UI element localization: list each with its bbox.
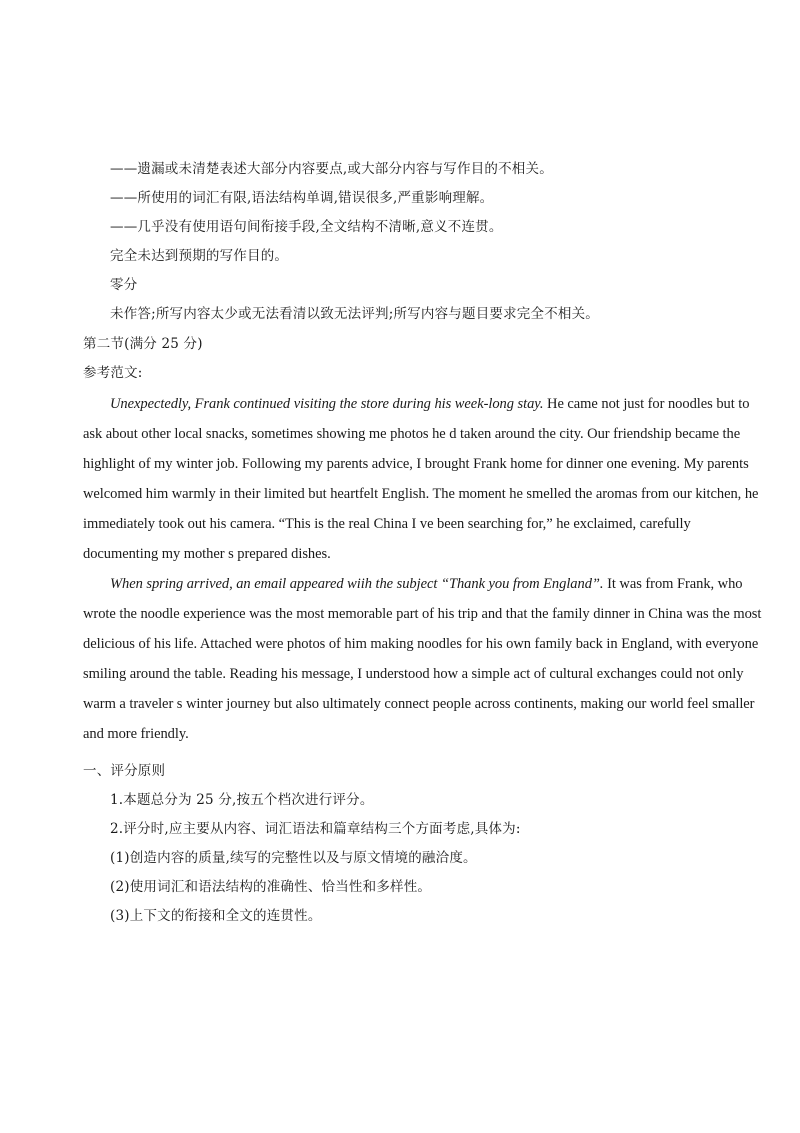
essay-p1-line-1-rest: He came not just for noodles but to	[543, 396, 750, 412]
zero-score-title: 零分	[110, 277, 138, 293]
criteria-point-2: ——所使用的词汇有限,语法结构单调,错误很多,严重影响理解。	[110, 190, 494, 206]
section-2-title: 第二节(满分 25 分)	[83, 336, 203, 352]
essay-p1-opening-sentence: Unexpectedly, Frank continued visiting the store during his week-long stay.	[110, 396, 544, 412]
essay-p2-opening-sentence: When spring arrived, an email appeared wiih the subject	[110, 576, 438, 592]
essay-p2-line-3: delicious of his life. Attached were photos of him making noodles for his own family back in England, with everyone	[83, 636, 759, 652]
essay-p2-email-subject: “Thank you from England”.	[440, 576, 604, 592]
criteria-point-1: ——遗漏或未清楚表述大部分内容要点,或大部分内容与写作目的不相关。	[110, 161, 553, 177]
essay-p2-line-1-rest: It was from Frank, who	[603, 576, 743, 592]
criteria-summary: 完全未达到预期的写作目的。	[110, 248, 289, 264]
essay-p2-line-6: and more friendly.	[83, 726, 189, 742]
zero-score-description: 未作答;所写内容太少或无法看清以致无法评判;所写内容与题目要求完全不相关。	[110, 306, 599, 322]
essay-p2-line-2: wrote the noodle experience was the most memorable part of his trip and that the family dinner in China was the most	[83, 606, 762, 622]
scoring-principles-title: 一、评分原则	[83, 763, 166, 779]
essay-p1-line-5: immediately took out his camera. “This is the real China I ve been searching for,” he exclaimed, carefully	[83, 516, 691, 532]
principle-item-3: (1)创造内容的质量,续写的完整性以及与原文情境的融洽度。	[110, 850, 477, 866]
criteria-point-3: ——几乎没有使用语句间衔接手段,全文结构不清晰,意义不连贯。	[110, 219, 503, 235]
essay-p1-line-4: welcomed him warmly in their limited but heartfelt English. The moment he smelled the aromas from our kitchen, he	[83, 486, 759, 502]
essay-p1-line-6: documenting my mother s prepared dishes.	[83, 546, 331, 562]
essay-p1-line-1	[110, 395, 749, 413]
essay-p2-line-1	[110, 575, 743, 593]
sample-essay-label: 参考范文:	[83, 365, 143, 381]
principle-item-5: (3)上下文的衔接和全文的连贯性。	[110, 908, 322, 924]
essay-p2-line-5: warm a traveler s winter journey but also ultimately connect people across continents, making our world feel smaller	[83, 696, 755, 712]
principle-item-4: (2)使用词汇和语法结构的准确性、恰当性和多样性。	[110, 879, 432, 895]
principle-item-2: 2.评分时,应主要从内容、词汇语法和篇章结构三个方面考虑,具体为:	[110, 821, 521, 837]
essay-p1-line-3: highlight of my winter job. Following my parents advice, I brought Frank home for dinner one evening. My parents	[83, 456, 749, 472]
essay-p1-line-2: ask about other local snacks, sometimes showing me photos he d taken around the city. Our friendship became the	[83, 426, 741, 442]
principle-item-1: 1.本题总分为 25 分,按五个档次进行评分。	[110, 792, 374, 808]
essay-p2-line-4: smiling around the table. Reading his message, I understood how a simple act of cultural exchanges could not only	[83, 666, 744, 682]
